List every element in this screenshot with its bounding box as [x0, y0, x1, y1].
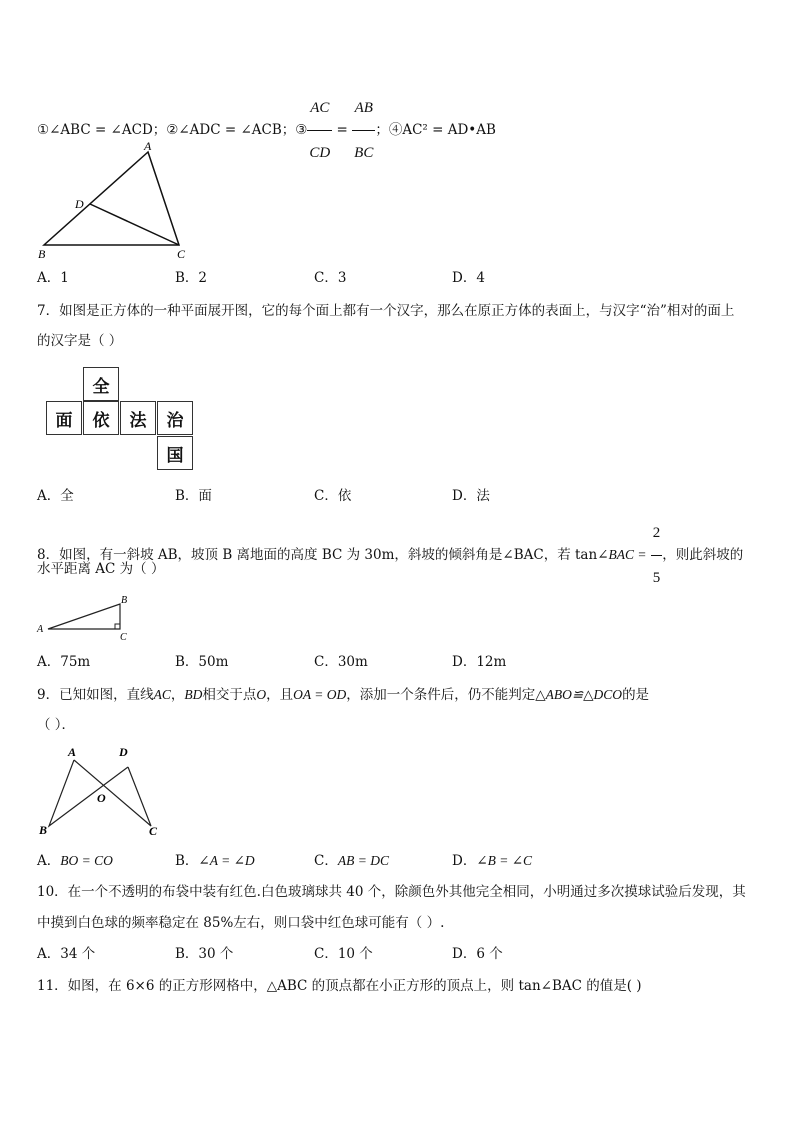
q6-option-d[interactable]: D．4	[452, 270, 485, 286]
q6-segment-dc	[90, 204, 179, 245]
q8-option-a[interactable]: A．75m	[37, 654, 91, 670]
q7-stem-line2: 的汉字是（ ）	[37, 333, 123, 349]
q6-label-d: D	[75, 197, 84, 211]
q9-text-4: ，添加一个条件后，仍不能判定	[346, 687, 536, 703]
q8-option-b[interactable]: B．50m	[175, 654, 229, 670]
q6-option-b[interactable]: B．2	[175, 270, 208, 286]
q7-cell-bottom: 国	[157, 436, 193, 470]
q6-triangle	[44, 152, 179, 245]
q8-label-a: A	[37, 624, 44, 635]
q7-option-c[interactable]: C．依	[314, 488, 352, 504]
q6-triangle-figure	[32, 138, 192, 262]
q10-option-b[interactable]: B．30 个	[175, 946, 234, 962]
q6-frac-ac-cd: $\frac{AC}{CD}$	[307, 88, 332, 173]
q8-label-c: C	[120, 632, 127, 642]
q8-right-angle-mark	[115, 624, 120, 629]
q6-label-a: A	[144, 139, 152, 153]
q8-stem-line1	[37, 513, 743, 598]
q8-slope-figure	[34, 592, 134, 642]
q9-line-ac: AC	[153, 687, 171, 702]
q8-option-c[interactable]: C．30m	[314, 654, 368, 670]
q7-cell-row-1: 面	[46, 401, 82, 435]
q6-stmt1: ①∠ABC = ∠ACD；②∠ADC = ∠ACB；③	[37, 122, 308, 138]
q7-option-b[interactable]: B．面	[175, 488, 212, 504]
q6-option-a[interactable]: A．1	[37, 270, 69, 286]
q10-option-c[interactable]: C．10 个	[314, 946, 373, 962]
q9-condition: OA = OD	[293, 687, 347, 702]
q9-text-5: 的是	[622, 687, 650, 703]
q6-option-c[interactable]: C．3	[314, 270, 347, 286]
q9-figure	[34, 742, 164, 838]
q6-frac-ab-bc: $\frac{AB}{BC}$	[352, 88, 375, 173]
q6-stmt4: ；④AC² = AD•AB	[375, 122, 496, 138]
q9-label-a: A	[68, 745, 77, 759]
q8-stem-text-c: ，则此斜坡的	[662, 547, 744, 563]
q9-option-c[interactable]: C．AB = DC	[314, 853, 389, 869]
q9-left-triangle	[49, 760, 128, 826]
q9-right-triangle	[74, 760, 151, 826]
q8-stem-text-a: 8．如图，有一斜坡 AB，坡顶 B 离地面的高度 BC 为 30m，斜坡的倾斜角是∠BAC，若 tan	[37, 547, 598, 563]
q9-sep: ，	[170, 687, 185, 703]
q9-point-o: O	[256, 687, 267, 702]
q9-text-3: ，且	[266, 687, 294, 703]
q6-eq: =	[336, 122, 348, 138]
q6-label-b: B	[38, 247, 46, 261]
q11-stem-line1: 11．如图，在 6×6 的正方形网格中，△ABC 的顶点都在小正方形的顶点上，则 tan∠BAC 的值是( )	[37, 978, 642, 994]
q9-label-b: B	[39, 823, 48, 837]
q9-label-d: D	[119, 745, 128, 759]
q10-option-a[interactable]: A．34 个	[37, 946, 96, 962]
q8-stem-line2: 水平距离 AC 为（ ）	[37, 561, 165, 577]
q9-stem-line1	[37, 688, 649, 703]
q10-stem-line1: 10．在一个不透明的布袋中装有红色.白色玻璃球共 40 个，除颜色外其他完全相同，小明通过多次摸球试验后发现，其	[37, 884, 746, 900]
q7-cell-row-4: 治	[157, 401, 193, 435]
q9-option-d[interactable]: D．∠B = ∠C	[452, 853, 533, 869]
q10-option-d[interactable]: D．6 个	[452, 946, 503, 962]
q8-label-b: B	[121, 595, 128, 606]
q9-text-2: 相交于点	[202, 687, 257, 703]
q8-option-d[interactable]: D．12m	[452, 654, 507, 670]
q9-congruence: △ABO≌△DCO	[535, 687, 623, 702]
q7-option-d[interactable]: D．法	[452, 488, 490, 504]
q10-stem-line2: 中摸到白色球的频率稳定在 85%左右，则口袋中红色球可能有（ ）.	[37, 915, 445, 931]
q9-text-1: 9．已知如图，直线	[37, 687, 154, 703]
q9-line-bd: BD	[184, 687, 203, 702]
q9-label-c: C	[149, 824, 158, 838]
q7-option-a[interactable]: A．全	[37, 488, 74, 504]
q6-label-c: C	[177, 247, 186, 261]
q9-stem-line2: （ ）．	[37, 717, 76, 733]
q7-stem-line1: 7．如图是正方体的一种平面展开图，它的每个面上都有一个汉字，那么在原正方体的表面上，与汉字“治”相对的面上	[37, 303, 735, 319]
q7-cell-top: 全	[83, 367, 119, 401]
q9-option-a[interactable]: A．BO = CO	[37, 853, 113, 869]
q9-option-b[interactable]: B．∠A = ∠D	[175, 853, 255, 869]
q8-fraction: $\frac{2}{5}$	[651, 513, 663, 598]
q8-tan-expr: ∠BAC =	[597, 547, 647, 562]
q8-triangle	[48, 604, 120, 629]
q7-cell-row-3: 法	[120, 401, 156, 435]
q9-label-o: O	[97, 791, 106, 805]
q7-cell-row-2: 依	[83, 401, 119, 435]
